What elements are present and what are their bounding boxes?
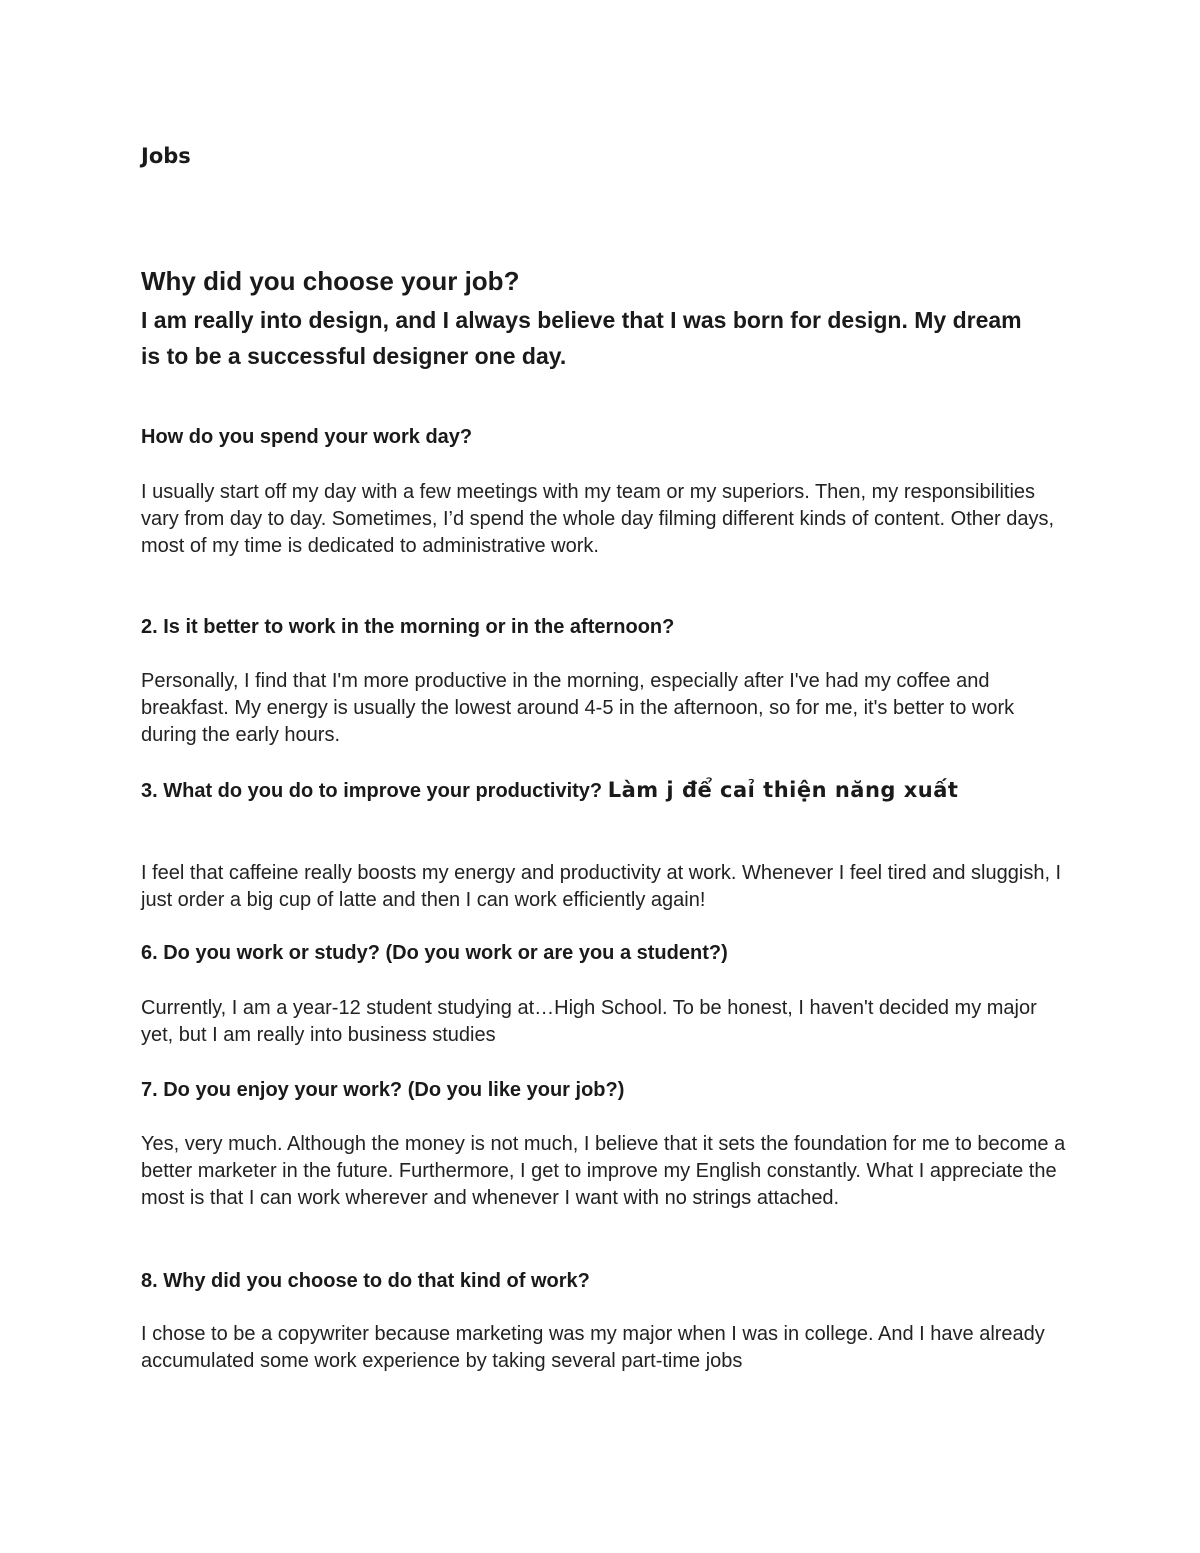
answer-8: I chose to be a copywriter because marketing was my major when I was in college. And I have already accumulated some work experience by taking several part-time jobs: [141, 1323, 1045, 1372]
answer-7: Yes, very much. Although the money is not much, I believe that it sets the foundation for me to become a better marketer in the future. Furthermore, I get to improve my English constantly. What I appreciate the most is that I can work wherever and whenever I want with no strings attached.: [141, 1133, 1066, 1209]
lead-answer: I am really into design, and I always believe that I was born for design. My dream is to be a successful designer one day.: [141, 307, 1022, 369]
question-8: 8. Why did you choose to do that kind of work?: [141, 1270, 590, 1292]
lead-question: Why did you choose your job?: [141, 266, 520, 296]
question-3: [141, 777, 1041, 805]
answer-2: Personally, I find that I'm more productive in the morning, especially after I've had my coffee and breakfast. My energy is usually the lowest around 4-5 in the afternoon, so for me, it's better to work during the early hours.: [141, 670, 1015, 746]
question-3-text: 3. What do you do to improve your productivity?: [141, 780, 608, 802]
question-6: 6. Do you work or study? (Do you work or are you a student?): [141, 942, 728, 964]
question-1: How do you spend your work day?: [141, 426, 473, 448]
question-7: 7. Do you enjoy your work? (Do you like your job?): [141, 1079, 625, 1101]
answer-3: I feel that caffeine really boosts my energy and productivity at work. Whenever I feel tired and sluggish, I just order a big cup of latte and then I can work efficiently again!: [141, 862, 1062, 911]
answer-6: Currently, I am a year-12 student studying at…High School. To be honest, I haven't decided my major yet, but I am really into business studies: [141, 997, 1037, 1046]
question-3-vietnamese-note: Làm j để caỉ thiện năng xuất: [607, 778, 959, 802]
question-2: 2. Is it better to work in the morning or in the afternoon?: [141, 616, 675, 638]
document-title: Jobs: [141, 144, 191, 168]
answer-1: I usually start off my day with a few meetings with my team or my superiors. Then, my responsibilities vary from day to day. Sometimes, I’d spend the whole day filming different kinds of content. Other days, most of my time is dedicated to administrative work.: [141, 481, 1055, 557]
